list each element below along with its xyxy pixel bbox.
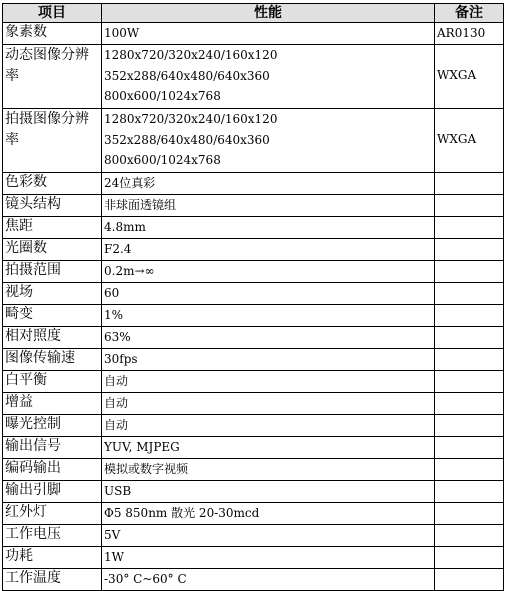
row-value-line: Φ5 850nm 散光 20-30mcd [104, 506, 260, 520]
row-value [102, 305, 435, 327]
table-row [3, 261, 504, 283]
row-note [435, 437, 504, 459]
row-value-line: 30fps [104, 352, 138, 366]
row-item-name: 光圈数 [3, 239, 102, 261]
row-item-name: 拍摄范围 [3, 261, 102, 283]
row-value-line: 63% [104, 330, 131, 344]
row-note [435, 371, 504, 393]
spec-table [2, 3, 504, 591]
row-item-name: 镜头结构 [3, 195, 102, 217]
row-value [102, 173, 435, 195]
row-value-line: 模拟或数字视频 [104, 462, 189, 476]
row-item-name: 红外灯 [3, 503, 102, 525]
row-value [102, 459, 435, 481]
row-value [102, 327, 435, 349]
row-value-line: 5V [104, 528, 121, 542]
row-value [102, 415, 435, 437]
row-value-line: 800x600/1024x768 [104, 153, 221, 167]
row-item-name: 拍摄图像分辨率 [3, 109, 102, 173]
table-row [3, 393, 504, 415]
row-item-name: 象素数 [3, 23, 102, 45]
row-item-name: 曝光控制 [3, 415, 102, 437]
row-note: WXGA [435, 109, 504, 173]
table-row [3, 283, 504, 305]
row-value-line: 24位真彩 [104, 176, 156, 190]
row-note [435, 217, 504, 239]
row-value-line: 1280x720/320x240/160x120 [104, 48, 278, 62]
row-value [102, 349, 435, 371]
row-item-name: 图像传输速 [3, 349, 102, 371]
header-item: 项目 [3, 4, 102, 23]
row-value-line: 60 [104, 286, 120, 300]
row-note [435, 283, 504, 305]
row-value [102, 217, 435, 239]
header-performance: 性能 [102, 4, 435, 23]
table-row [3, 569, 504, 591]
row-value-line: 非球面透镜组 [104, 198, 177, 212]
row-note [435, 327, 504, 349]
table-row [3, 195, 504, 217]
row-note [435, 239, 504, 261]
row-item-name: 增益 [3, 393, 102, 415]
row-value [102, 261, 435, 283]
table-row [3, 415, 504, 437]
row-value-line: 自动 [104, 418, 129, 432]
row-item-name: 相对照度 [3, 327, 102, 349]
row-value-line: 1W [104, 550, 124, 564]
row-value [102, 371, 435, 393]
row-note [435, 393, 504, 415]
spec-body [3, 23, 504, 591]
row-note [435, 525, 504, 547]
row-item-name: 视场 [3, 283, 102, 305]
row-value [102, 503, 435, 525]
row-value [102, 481, 435, 503]
row-value [102, 239, 435, 261]
row-value [102, 195, 435, 217]
row-note [435, 503, 504, 525]
row-item-name: 色彩数 [3, 173, 102, 195]
row-value-line: USB [104, 484, 132, 498]
row-value [102, 23, 435, 45]
row-value-line: 352x288/640x480/640x360 [104, 132, 270, 147]
table-row [3, 349, 504, 371]
header-row [3, 4, 504, 23]
table-row [3, 173, 504, 195]
row-note [435, 173, 504, 195]
row-value [102, 109, 435, 173]
row-value-line: 自动 [104, 396, 129, 410]
row-value-line: F2.4 [104, 242, 132, 256]
row-value [102, 283, 435, 305]
row-value-line: -30° C~60° C [104, 572, 187, 586]
table-row [3, 437, 504, 459]
row-item-name: 畸变 [3, 305, 102, 327]
row-item-name: 焦距 [3, 217, 102, 239]
row-note [435, 349, 504, 371]
row-note [435, 195, 504, 217]
row-value-line: 1% [104, 308, 124, 322]
row-note [435, 261, 504, 283]
table-row [3, 327, 504, 349]
row-item-name: 编码输出 [3, 459, 102, 481]
row-value-line: 1280x720/320x240/160x120 [104, 112, 278, 126]
table-row [3, 305, 504, 327]
table-row [3, 239, 504, 261]
row-item-name: 工作电压 [3, 525, 102, 547]
table-row [3, 459, 504, 481]
row-value [102, 525, 435, 547]
row-value [102, 437, 435, 459]
row-item-name: 工作温度 [3, 569, 102, 591]
row-note: AR0130 [435, 23, 504, 45]
table-row [3, 481, 504, 503]
table-row [3, 503, 504, 525]
row-note [435, 305, 504, 327]
row-value [102, 45, 435, 109]
row-item-name: 输出引脚 [3, 481, 102, 503]
row-item-name: 动态图像分辨率 [3, 45, 102, 109]
row-item-name: 输出信号 [3, 437, 102, 459]
row-value-line: 100W [104, 26, 140, 40]
header-note: 备注 [435, 4, 504, 23]
row-note: WXGA [435, 45, 504, 109]
row-value [102, 569, 435, 591]
row-note [435, 459, 504, 481]
table-row [3, 23, 504, 45]
row-value-line: 0.2m→∞ [104, 264, 155, 278]
row-value [102, 393, 435, 415]
table-row [3, 109, 504, 173]
row-value-line: 352x288/640x480/640x360 [104, 68, 270, 83]
row-note [435, 569, 504, 591]
row-value-line: 4.8mm [104, 220, 146, 234]
row-value-line: 自动 [104, 374, 129, 388]
table-row [3, 371, 504, 393]
row-value-line: YUV, MJPEG [104, 440, 180, 454]
table-row [3, 217, 504, 239]
row-note [435, 415, 504, 437]
row-item-name: 白平衡 [3, 371, 102, 393]
row-value-line: 800x600/1024x768 [104, 89, 221, 103]
table-row [3, 525, 504, 547]
table-row [3, 45, 504, 109]
row-item-name: 功耗 [3, 547, 102, 569]
row-note [435, 481, 504, 503]
